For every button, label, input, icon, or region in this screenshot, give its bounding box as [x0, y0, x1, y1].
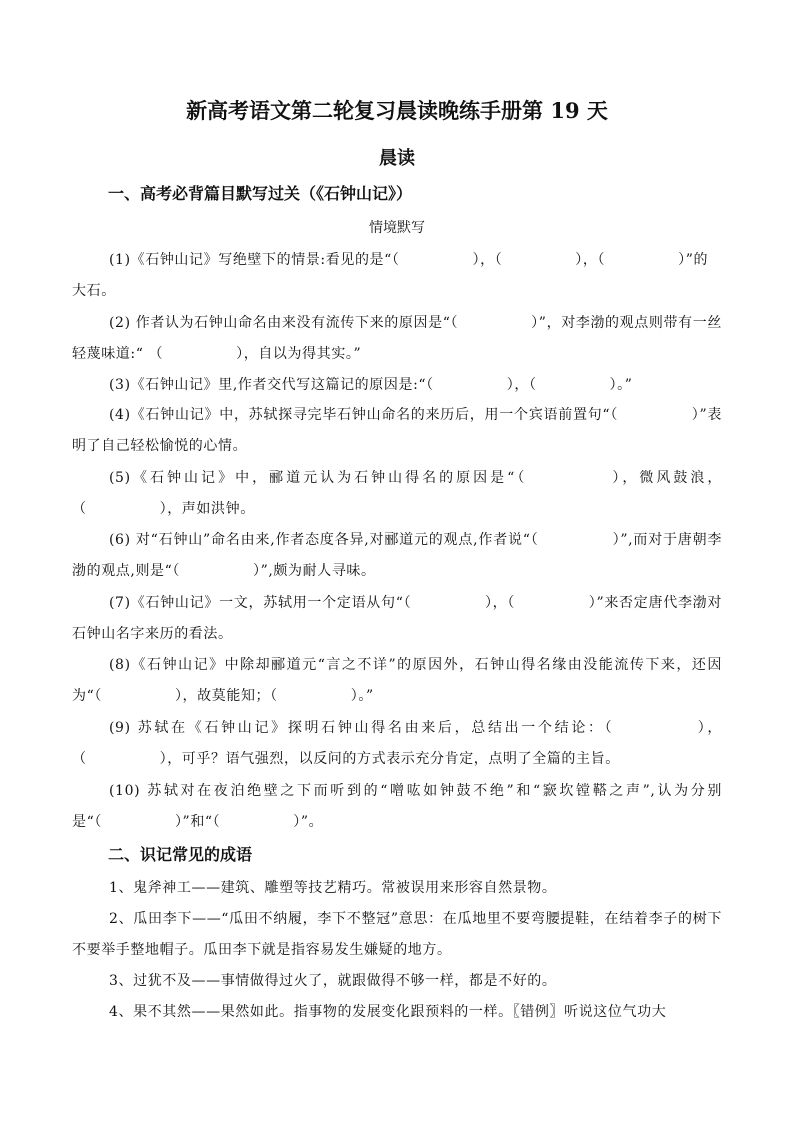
- question-10: (10) 苏轼对在夜泊绝壁之下而听到的“噌吰如钟鼓不绝”和“窾坎镗鞳之声”,认为分别是“（ ）”和“（ ）”。: [72, 783, 722, 830]
- question-9: (9) 苏轼在《石钟山记》探明石钟山得名由来后，总结出一个结论：（ ），（ ），可乎？语气强烈，以反问的方式表示充分肯定，点明了全篇的主旨。: [72, 720, 722, 767]
- question-7: (7)《石钟山记》一文，苏轼用一个定语从句“（ ），（ ）”来否定唐代李渤对石钟山名字来历的看法。: [72, 595, 722, 642]
- section-2-heading: 二、识记常见的成语: [108, 845, 253, 864]
- section-1-label: 情境默写: [369, 220, 425, 236]
- question-4: (4)《石钟山记》中，苏轼探寻完毕石钟山命名的来历后，用一个宾语前置句“（ ）”表明了自己轻松愉悦的心情。: [72, 407, 722, 454]
- page-subtitle: 晨读: [379, 148, 415, 169]
- idiom-item-4: 4、果不其然——果然如此。指事物的发展变化跟预料的一样。〖错例〗听说这位气功大: [109, 1004, 667, 1020]
- question-2: (2) 作者认为石钟山命名由来没有流传下来的原因是“（ ）”，对李渤的观点则带有一丝轻蔑味道:“ （ ），自以为得其实。”: [72, 315, 722, 362]
- question-1: (1)《石钟山记》写绝壁下的情景:看见的是“（ ），（ ），（ ）”的大石。: [72, 252, 709, 299]
- question-8: (8)《石钟山记》中除却郦道元“言之不详”的原因外，石钟山得名缘由没能流传下来，还因为“（ ），故莫能知；（ ）。”: [72, 657, 722, 704]
- question-5: (5)《石钟山记》中，郦道元认为石钟山得名的原因是“（ ），微风鼓浪，（ ），声如洪钟。: [72, 470, 722, 517]
- question-3: (3)《石钟山记》里,作者交代写这篇记的原因是:“（ ），（ ）。”: [109, 377, 633, 393]
- idiom-item-2: 2、瓜田李下——“瓜田不纳履，李下不整冠”意思：在瓜地里不要弯腰提鞋，在结着李子的树下不要举手整地帽子。瓜田李下就是指容易发生嫌疑的地方。: [72, 911, 722, 958]
- idiom-item-3: 3、过犹不及——事情做得过火了，就跟做得不够一样，都是不好的。: [109, 973, 557, 989]
- idiom-item-1: 1、鬼斧神工——建筑、雕塑等技艺精巧。常被误用来形容自然景物。: [109, 880, 557, 896]
- section-1-heading: 一、高考必背篇目默写过关（《石钟山记》）: [108, 184, 413, 203]
- question-6: (6) 对“石钟山”命名由来,作者态度各异,对郦道元的观点,作者说“（ ）”,而对于唐朝李渤的观点,则是“（ ）”,颇为耐人寻味。: [72, 532, 722, 579]
- page-title: 新高考语文第二轮复习晨读晚练手册第 19 天: [186, 98, 608, 123]
